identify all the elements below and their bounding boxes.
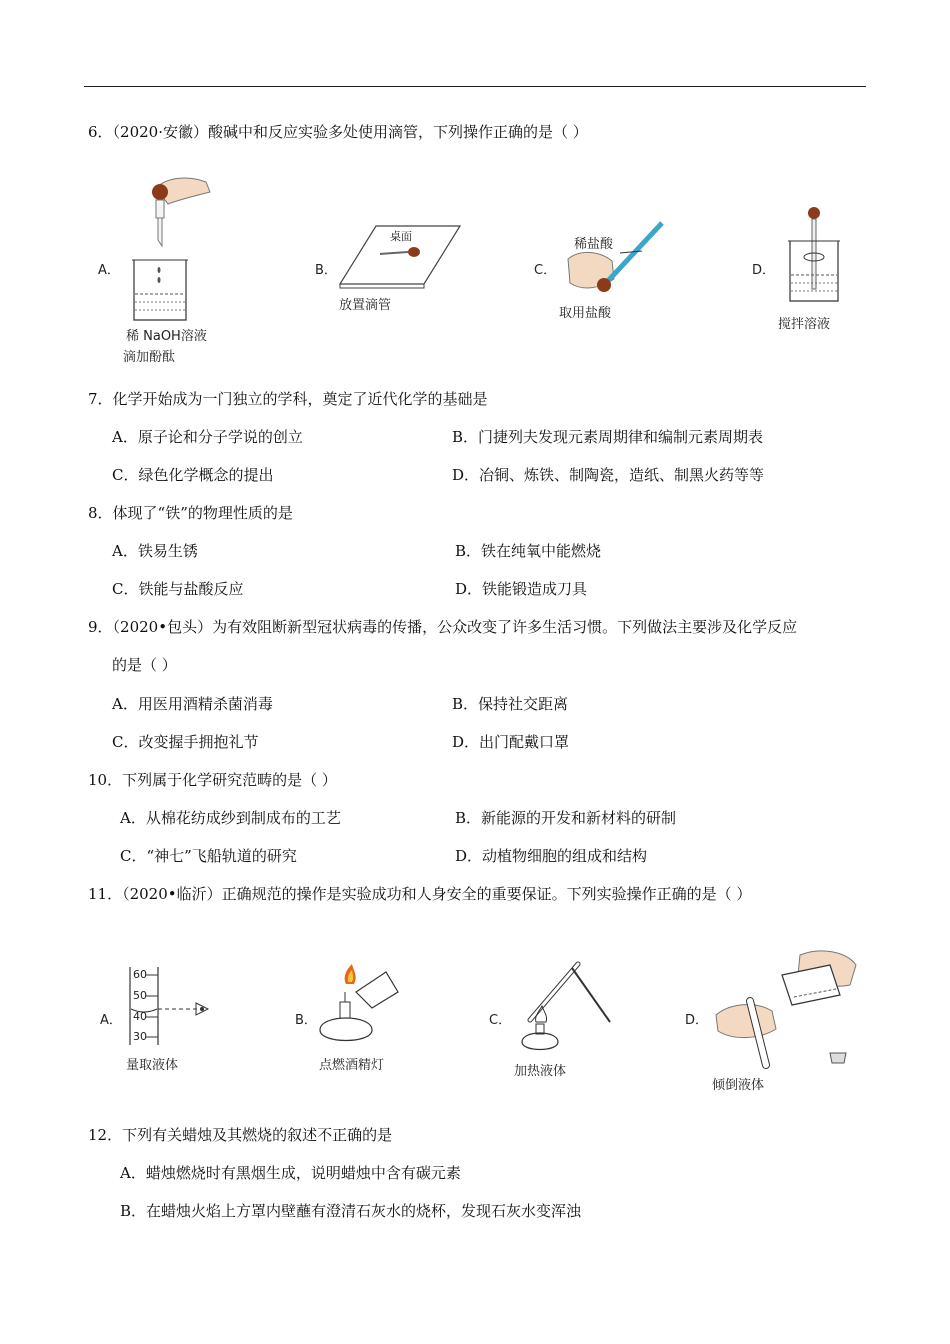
q6-figure-b-sublabel: 桌面 (390, 230, 412, 243)
question-6-stem: 6．（2020·安徽）酸碱中和反应实验多处使用滴管，下列操作正确的是（ ） (88, 123, 588, 141)
q10-option-a: A．从棉花纺成纱到制成布的工艺 (120, 809, 341, 827)
q8-option-b: B．铁在纯氧中能燃烧 (455, 542, 602, 560)
q6-figure-c-caption: 取用盐酸 (559, 306, 612, 321)
q11-figure-d-pouring-liquid (710, 945, 860, 1070)
question-11-stem: 11．（2020•临沂）正确规范的操作是实验成功和人身安全的重要保证。下列实验操作正确的是（ ） (88, 885, 752, 903)
q11-option-c-letter: C． (489, 1013, 512, 1028)
q12-option-b: B．在蜡烛火焰上方罩内壁蘸有澄清石灰水的烧杯，发现石灰水变浑浊 (120, 1202, 582, 1220)
q6-figure-b-caption: 放置滴管 (339, 298, 392, 313)
q9-option-a: A．用医用酒精杀菌消毒 (112, 695, 273, 713)
q6-figure-a-caption: 滴加酚酞 (123, 350, 176, 365)
q8-option-a: A．铁易生锈 (112, 542, 198, 560)
q11-figure-a-caption: 量取液体 (126, 1058, 179, 1073)
q6-figure-c-sublabel: 稀盐酸 (574, 237, 614, 252)
question-8-stem: 8．体现了“铁”的物理性质的是 (88, 504, 293, 522)
q11-figure-b-alcohol-lamps (316, 962, 406, 1050)
q10-option-d: D．动植物细胞的组成和结构 (455, 847, 648, 865)
q6-figure-a-sublabel: 稀 NaOH溶液 (126, 329, 207, 344)
q8-option-c: C．铁能与盐酸反应 (112, 580, 244, 598)
q11-figure-a-tick-40: 40 (133, 1010, 147, 1023)
q11-figure-a-tick-50: 50 (133, 989, 147, 1002)
q6-option-c-letter: C． (534, 263, 557, 278)
q6-figure-a-dropper-beaker (128, 170, 218, 330)
q7-option-c: C．绿色化学概念的提出 (112, 466, 274, 484)
question-10-stem: 10．下列属于化学研究范畴的是（ ） (88, 771, 337, 789)
q11-figure-a-tick-30: 30 (133, 1030, 147, 1043)
q9-option-c: C．改变握手拥抱礼节 (112, 733, 259, 751)
q10-option-b: B．新能源的开发和新材料的研制 (455, 809, 677, 827)
q12-option-a: A．蜡烛燃烧时有黑烟生成，说明蜡烛中含有碳元素 (120, 1164, 461, 1182)
q9-option-b: B．保持社交距离 (452, 695, 569, 713)
question-9-stem-continued: 的是（ ） (112, 656, 177, 674)
q6-option-b-letter: B． (315, 263, 337, 278)
q6-figure-c-hand-dropper (560, 215, 670, 300)
q11-figure-d-caption: 倾倒液体 (712, 1078, 765, 1093)
q10-option-c: C．“神七”飞船轨道的研究 (120, 847, 297, 865)
q11-option-b-letter: B． (295, 1013, 317, 1028)
q6-option-a-letter: A． (98, 263, 120, 278)
q11-figure-c-test-tube-heating (508, 960, 618, 1060)
q11-option-d-letter: D． (685, 1013, 709, 1028)
q9-option-d: D．出门配戴口罩 (452, 733, 570, 751)
question-12-stem: 12．下列有关蜡烛及其燃烧的叙述不正确的是 (88, 1126, 393, 1144)
q7-option-b: B．门捷列夫发现元素周期律和编制元素周期表 (452, 428, 764, 446)
q11-figure-b-caption: 点燃酒精灯 (319, 1058, 385, 1073)
q8-option-d: D．铁能锻造成刀具 (455, 580, 588, 598)
question-7-stem: 7．化学开始成为一门独立的学科，奠定了近代化学的基础是 (88, 390, 488, 408)
header-rule (84, 86, 866, 87)
q6-option-d-letter: D． (752, 263, 776, 278)
q6-figure-d-beaker-stir (784, 205, 844, 305)
q7-option-d: D．冶铜、炼铁、制陶瓷，造纸、制黑火药等等 (452, 466, 765, 484)
q7-option-a: A．原子论和分子学说的创立 (112, 428, 303, 446)
q11-figure-c-caption: 加热液体 (514, 1064, 567, 1079)
q11-option-a-letter: A． (100, 1013, 122, 1028)
q11-figure-a-tick-60: 60 (133, 968, 147, 981)
question-9-stem: 9．（2020•包头）为有效阻断新型冠状病毒的传播，公众改变了许多生活习惯。下列做法主要涉及化学反应 (88, 618, 798, 636)
q6-figure-d-caption: 搅拌溶液 (778, 317, 831, 332)
